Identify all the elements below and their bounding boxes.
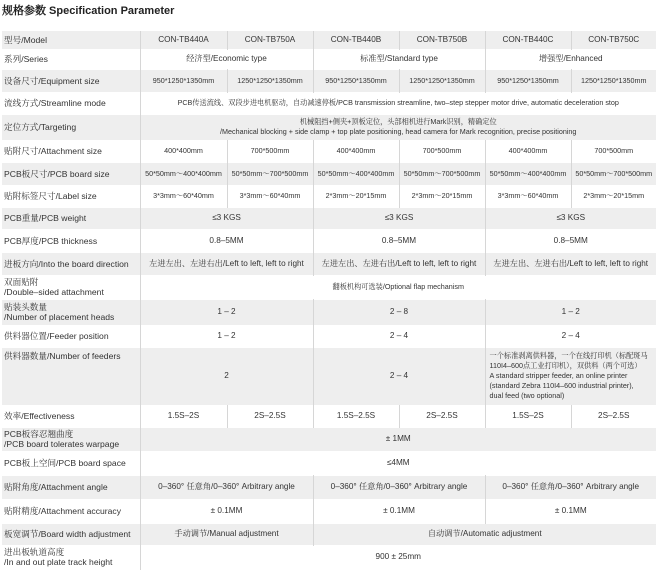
direction-cell: 左进左出、左进右出/Left to left, left to right bbox=[313, 252, 485, 275]
note-line: 一个标准剥离供料器，一个在线打印机（标配斑马 bbox=[489, 351, 648, 360]
direction-cell: 左进左出、左进右出/Left to left, left to right bbox=[140, 252, 313, 275]
angle-cell: 0–360° 任意角/0–360° Arbitrary angle bbox=[313, 475, 485, 499]
equipment-size-cell: 950*1250*1350mm bbox=[313, 69, 399, 92]
row-label bbox=[2, 299, 140, 325]
row-label: PCB厚度/PCB thickness bbox=[2, 229, 140, 252]
equipment-size-cell: 1250*1250*1350mm bbox=[571, 69, 656, 92]
label-en: /Number of placement heads bbox=[4, 312, 115, 322]
row-board-direction bbox=[2, 252, 656, 275]
row-model bbox=[2, 31, 656, 49]
effectiveness-cell: 2S–2.5S bbox=[571, 405, 656, 427]
row-label: 贴附精度/Attachment accuracy bbox=[2, 499, 140, 523]
model-cell: CON-TB750C bbox=[571, 31, 656, 49]
streamline-cell: PCB传送流线、双段步进电机驱动，自动减速停板/PCB transmission streamline, two–step stepper motor drive, automatic deceleration stop bbox=[140, 92, 656, 114]
row-label bbox=[2, 275, 140, 299]
row-label: 板宽调节/Board width adjustment bbox=[2, 523, 140, 545]
angle-cell: 0–360° 任意角/0–360° Arbitrary angle bbox=[140, 475, 313, 499]
row-label: 系列/Series bbox=[2, 49, 140, 69]
equipment-size-cell: 950*1250*1350mm bbox=[140, 69, 227, 92]
label-size-cell: 2*3mm～20*15mm bbox=[399, 185, 485, 207]
row-label: 流线方式/Streamline mode bbox=[2, 92, 140, 114]
effectiveness-cell: 2S–2.5S bbox=[399, 405, 485, 427]
effectiveness-cell: 2S–2.5S bbox=[227, 405, 313, 427]
effectiveness-cell: 1.5S–2S bbox=[140, 405, 227, 427]
equipment-size-cell: 950*1250*1350mm bbox=[485, 69, 571, 92]
label-size-cell: 2*3mm～20*15mm bbox=[571, 185, 656, 207]
board-size-cell: 50*50mm～400*400mm bbox=[313, 162, 399, 185]
row-attachment-angle bbox=[2, 475, 656, 499]
row-label: PCB重量/PCB weight bbox=[2, 207, 140, 229]
feeders-cell: 2 – 4 bbox=[313, 347, 485, 405]
row-targeting bbox=[2, 114, 656, 140]
note-line: 110I4–600点工业打印机），双供料（两个可选） bbox=[489, 361, 642, 370]
page-title: 规格参数 Specification Parameter bbox=[2, 5, 175, 17]
row-label: 贴附尺寸/Attachment size bbox=[2, 140, 140, 162]
row-label: 贴附角度/Attachment angle bbox=[2, 475, 140, 499]
row-label: PCB板上空间/PCB board space bbox=[2, 451, 140, 475]
heads-cell: 1 – 2 bbox=[485, 299, 656, 325]
warpage-cell: ± 1MM bbox=[140, 427, 656, 451]
row-streamline bbox=[2, 92, 656, 114]
row-label: PCB板尺寸/PCB board size bbox=[2, 162, 140, 185]
attachment-size-cell: 400*400mm bbox=[485, 140, 571, 162]
effectiveness-cell: 1.5S–2S bbox=[485, 405, 571, 427]
row-attachment-accuracy bbox=[2, 499, 656, 523]
track-height-cell: 900 ± 25mm bbox=[140, 545, 656, 569]
effectiveness-cell: 1.5S–2.5S bbox=[313, 405, 399, 427]
row-label bbox=[2, 427, 140, 451]
row-pcb-weight bbox=[2, 207, 656, 229]
row-label: 型号/Model bbox=[2, 31, 140, 49]
series-cell: 增强型/Enhanced bbox=[485, 49, 656, 69]
board-size-cell: 50*50mm～700*500mm bbox=[399, 162, 485, 185]
board-size-cell: 50*50mm～400*400mm bbox=[485, 162, 571, 185]
board-size-cell: 50*50mm～700*500mm bbox=[227, 162, 313, 185]
targeting-cell bbox=[140, 114, 656, 140]
width-adjustment-cell: 自动调节/Automatic adjustment bbox=[313, 523, 656, 545]
label-cn: 双面贴附 bbox=[4, 277, 39, 287]
label-size-cell: 3*3mm～60*40mm bbox=[227, 185, 313, 207]
accuracy-cell: ± 0.1MM bbox=[485, 499, 656, 523]
row-feeder-position bbox=[2, 325, 656, 347]
weight-cell: ≤3 KGS bbox=[313, 207, 485, 229]
row-label: 贴附标签尺寸/Label size bbox=[2, 185, 140, 207]
thickness-cell: 0.8–5MM bbox=[313, 229, 485, 252]
row-track-height bbox=[2, 545, 656, 569]
model-cell: CON-TB440B bbox=[313, 31, 399, 49]
row-label: 效率/Effectiveness bbox=[2, 405, 140, 427]
targeting-cn: 机械阻挡+侧夹+顶板定位，头部相机进行Mark识别，精确定位 bbox=[299, 117, 497, 126]
row-equipment-size bbox=[2, 69, 656, 92]
heads-cell: 1 – 2 bbox=[140, 299, 313, 325]
feeders-enhanced-note bbox=[485, 347, 656, 405]
label-size-cell: 3*3mm～60*40mm bbox=[140, 185, 227, 207]
equipment-size-cell: 1250*1250*1350mm bbox=[227, 69, 313, 92]
series-cell: 经济型/Economic type bbox=[140, 49, 313, 69]
label-cn: PCB板容忍翘曲度 bbox=[4, 429, 74, 439]
board-size-cell: 50*50mm～400*400mm bbox=[140, 162, 227, 185]
equipment-size-cell: 1250*1250*1350mm bbox=[399, 69, 485, 92]
model-cell: CON-TB750B bbox=[399, 31, 485, 49]
width-adjustment-cell: 手动调节/Manual adjustment bbox=[140, 523, 313, 545]
row-pcb-board-size bbox=[2, 162, 656, 185]
note-line: A standard stripper feeder, an online printer bbox=[489, 371, 628, 380]
attachment-size-cell: 400*400mm bbox=[313, 140, 399, 162]
weight-cell: ≤3 KGS bbox=[485, 207, 656, 229]
row-label-size bbox=[2, 185, 656, 207]
feeder-position-cell: 2 – 4 bbox=[485, 325, 656, 347]
label-size-cell: 3*3mm～60*40mm bbox=[485, 185, 571, 207]
board-space-cell: ≤4MM bbox=[140, 451, 656, 475]
row-effectiveness bbox=[2, 405, 656, 427]
row-double-sided bbox=[2, 275, 656, 299]
angle-cell: 0–360° 任意角/0–360° Arbitrary angle bbox=[485, 475, 656, 499]
row-label: 定位方式/Targeting bbox=[2, 114, 140, 140]
row-number-of-feeders bbox=[2, 347, 656, 405]
note-line: dual feed (two optional) bbox=[489, 391, 565, 400]
thickness-cell: 0.8–5MM bbox=[140, 229, 313, 252]
label-en: /PCB board tolerates warpage bbox=[4, 439, 120, 449]
weight-cell: ≤3 KGS bbox=[140, 207, 313, 229]
attachment-size-cell: 400*400mm bbox=[140, 140, 227, 162]
label-cn: 进出板轨道高度 bbox=[4, 547, 65, 557]
note-line: (standard Zebra 110I4–600 industrial printer), bbox=[489, 381, 634, 390]
row-pcb-thickness bbox=[2, 229, 656, 252]
label-en: /In and out plate track height bbox=[4, 557, 113, 567]
row-label: 供料器数量/Number of feeders bbox=[2, 347, 140, 405]
heads-cell: 2 – 8 bbox=[313, 299, 485, 325]
attachment-size-cell: 700*500mm bbox=[571, 140, 656, 162]
row-series bbox=[2, 49, 656, 69]
specification-table bbox=[2, 31, 656, 570]
label-size-cell: 2*3mm～20*15mm bbox=[313, 185, 399, 207]
thickness-cell: 0.8–5MM bbox=[485, 229, 656, 252]
row-label bbox=[2, 545, 140, 569]
attachment-size-cell: 700*500mm bbox=[399, 140, 485, 162]
row-label: 供料器位置/Feeder position bbox=[2, 325, 140, 347]
feeder-position-cell: 2 – 4 bbox=[313, 325, 485, 347]
row-placement-heads bbox=[2, 299, 656, 325]
row-warpage bbox=[2, 427, 656, 451]
label-en: /Double–sided attachment bbox=[4, 287, 104, 297]
row-label: 进板方向/Into the board direction bbox=[2, 252, 140, 275]
double-sided-cell: 翻板机构可选装/Optional flap mechanism bbox=[140, 275, 656, 299]
model-cell: CON-TB440C bbox=[485, 31, 571, 49]
accuracy-cell: ± 0.1MM bbox=[140, 499, 313, 523]
series-cell: 标准型/Standard type bbox=[313, 49, 485, 69]
feeders-cell: 2 bbox=[140, 347, 313, 405]
row-attachment-size bbox=[2, 140, 656, 162]
row-board-space bbox=[2, 451, 656, 475]
direction-cell: 左进左出、左进右出/Left to left, left to right bbox=[485, 252, 656, 275]
row-label: 设备尺寸/Equipment size bbox=[2, 69, 140, 92]
model-cell: CON-TB750A bbox=[227, 31, 313, 49]
label-cn: 贴装头数量 bbox=[4, 302, 47, 312]
targeting-en: /Mechanical blocking + side clamp + top plate positioning, head camera for Mark recognition, precise positioning bbox=[220, 127, 577, 136]
feeder-position-cell: 1 – 2 bbox=[140, 325, 313, 347]
model-cell: CON-TB440A bbox=[140, 31, 227, 49]
row-width-adjustment bbox=[2, 523, 656, 545]
attachment-size-cell: 700*500mm bbox=[227, 140, 313, 162]
board-size-cell: 50*50mm～700*500mm bbox=[571, 162, 656, 185]
accuracy-cell: ± 0.1MM bbox=[313, 499, 485, 523]
